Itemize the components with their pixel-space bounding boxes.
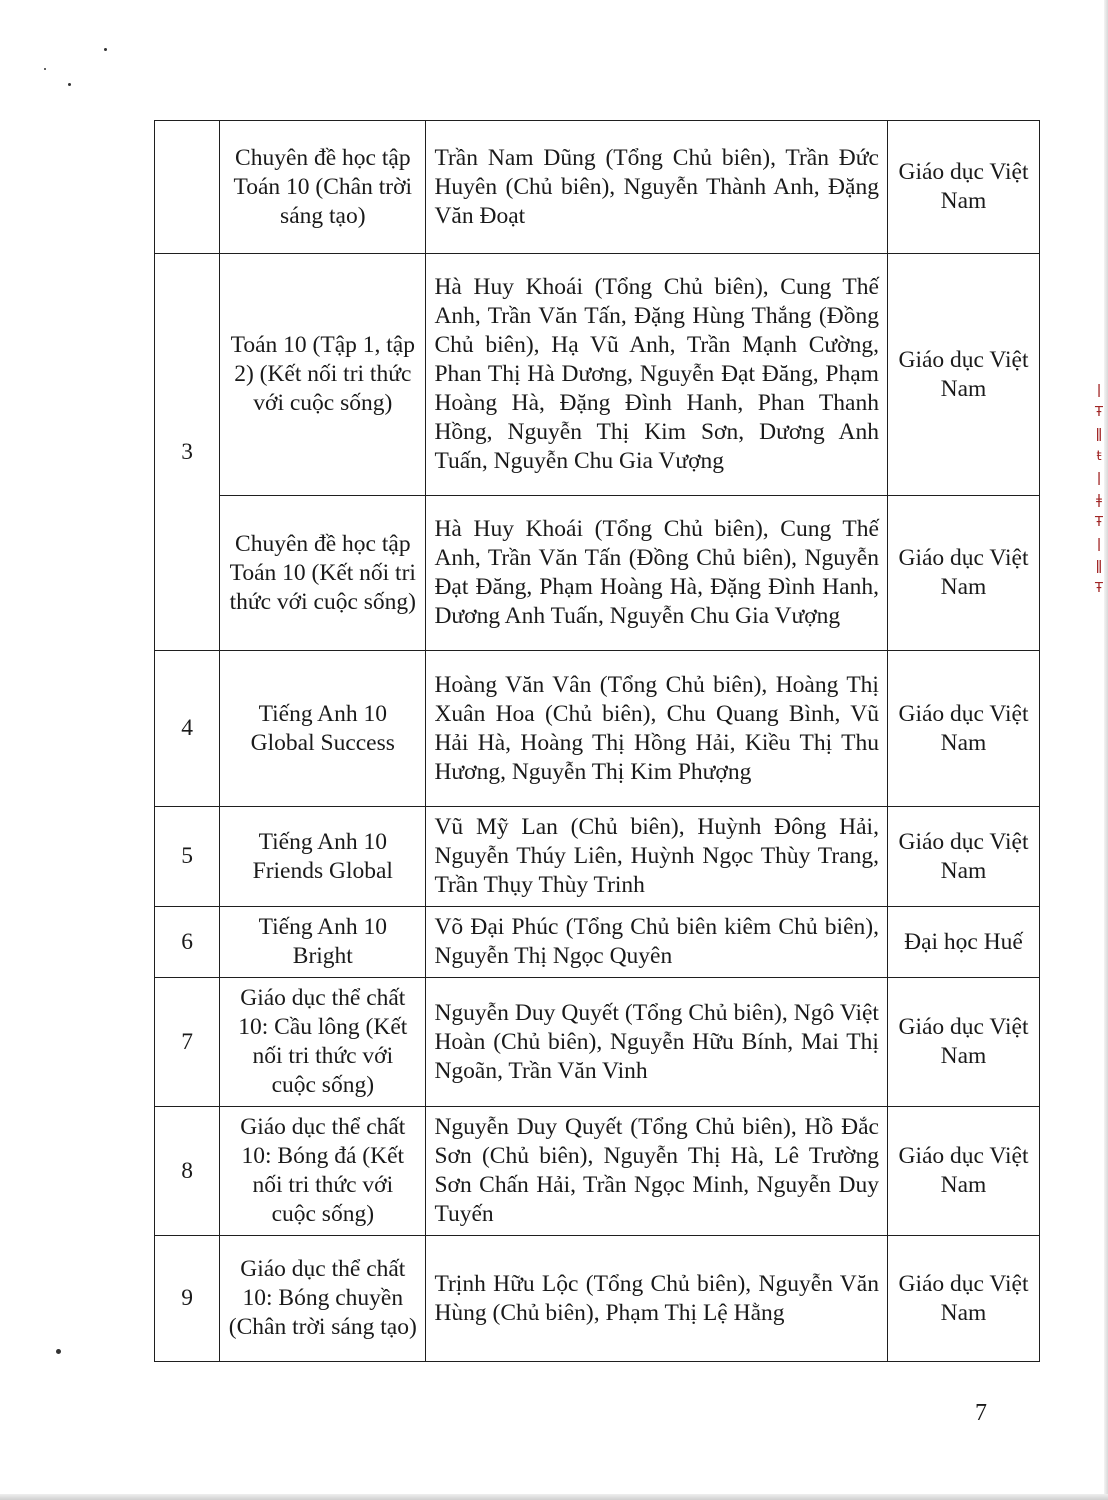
table-row xyxy=(155,1236,1040,1362)
book-title-cell: Tiếng Anh 10 Global Success xyxy=(220,651,426,807)
publisher-cell: Giáo dục Việt Nam xyxy=(887,1107,1039,1236)
row-number-cell xyxy=(155,121,220,254)
textbook-list-table xyxy=(154,120,1040,1362)
authors-cell: Trần Nam Dũng (Tổng Chủ biên), Trần Đức Huyên (Chủ biên), Nguyễn Thành Anh, Đặng Văn Đoạt xyxy=(426,121,888,254)
table-row xyxy=(155,651,1040,807)
row-number-cell: 3 xyxy=(155,254,220,651)
authors-cell: Hà Huy Khoái (Tổng Chủ biên), Cung Thế Anh, Trần Văn Tấn, Đặng Hùng Thắng (Đồng Chủ biên), Hạ Vũ Anh, Trần Mạnh Cường, Phan Thị Hà Dương, Nguyễn Đạt Đăng, Phạm Hoàng Hà, Đặng Đình Hanh, Phan Thanh Hồng, Nguyễn Thị Kim Sơn, Dương Anh Tuấn, Nguyễn Chu Gia Vượng xyxy=(426,254,888,496)
book-title-cell: Chuyên đề học tập Toán 10 (Kết nối tri thức với cuộc sống) xyxy=(220,496,426,651)
row-number-cell: 8 xyxy=(155,1107,220,1236)
book-title-cell: Giáo dục thể chất 10: Bóng chuyền (Chân trời sáng tạo) xyxy=(220,1236,426,1362)
authors-cell: Hoàng Văn Vân (Tổng Chủ biên), Hoàng Thị Xuân Hoa (Chủ biên), Chu Quang Bình, Vũ Hải Hà, Hoàng Thị Hồng Hải, Kiều Thị Thu Hương, Nguyễn Thị Kim Phượng xyxy=(426,651,888,807)
publisher-cell: Giáo dục Việt Nam xyxy=(887,254,1039,496)
row-number-cell: 6 xyxy=(155,907,220,978)
scan-speck xyxy=(44,68,46,70)
scan-speck xyxy=(68,83,71,86)
publisher-cell: Giáo dục Việt Nam xyxy=(887,807,1039,907)
row-number-cell: 9 xyxy=(155,1236,220,1362)
table-row xyxy=(155,254,1040,496)
book-title-cell: Tiếng Anh 10 Bright xyxy=(220,907,426,978)
book-title-cell: Toán 10 (Tập 1, tập 2) (Kết nối tri thức với cuộc sống) xyxy=(220,254,426,496)
page-bottom-edge xyxy=(0,1494,1108,1500)
row-number-cell: 5 xyxy=(155,807,220,907)
authors-cell: Nguyễn Duy Quyết (Tổng Chủ biên), Hồ Đắc Sơn (Chủ biên), Nguyễn Thị Hà, Lê Trường Sơn Chấn Hải, Trần Ngọc Minh, Nguyễn Duy Tuyến xyxy=(426,1107,888,1236)
authors-cell: Trịnh Hữu Lộc (Tổng Chủ biên), Nguyễn Văn Hùng (Chủ biên), Phạm Thị Lệ Hằng xyxy=(426,1236,888,1362)
page-edge xyxy=(1104,0,1108,1500)
authors-cell: Nguyễn Duy Quyết (Tổng Chủ biên), Ngô Việt Hoàn (Chủ biên), Nguyễn Hữu Bính, Mai Thị Ngoãn, Trần Văn Vinh xyxy=(426,978,888,1107)
stamp-mark: ǀ Ŧ ǁ ŧ ǀ ǂ Ŧ ǀ ǁ Ŧ xyxy=(1095,383,1103,596)
authors-cell: Hà Huy Khoái (Tổng Chủ biên), Cung Thế Anh, Trần Văn Tấn (Đồng Chủ biên), Nguyễn Đạt Đăng, Phạm Hoàng Hà, Đặng Đình Hanh, Dương Anh Tuấn, Nguyễn Chu Gia Vượng xyxy=(426,496,888,651)
authors-cell: Võ Đại Phúc (Tổng Chủ biên kiêm Chủ biên), Nguyễn Thị Ngọc Quyên xyxy=(426,907,888,978)
table-row xyxy=(155,978,1040,1107)
publisher-cell: Giáo dục Việt Nam xyxy=(887,978,1039,1107)
table-row xyxy=(155,807,1040,907)
book-title-cell: Tiếng Anh 10 Friends Global xyxy=(220,807,426,907)
table-row xyxy=(155,1107,1040,1236)
table-row xyxy=(155,121,1040,254)
publisher-cell: Giáo dục Việt Nam xyxy=(887,651,1039,807)
scan-speck xyxy=(104,48,107,51)
page-number: 7 xyxy=(975,1400,987,1426)
publisher-cell: Giáo dục Việt Nam xyxy=(887,121,1039,254)
book-title-cell: Chuyên đề học tập Toán 10 (Chân trời sáng tạo) xyxy=(220,121,426,254)
row-number-cell: 7 xyxy=(155,978,220,1107)
publisher-cell: Giáo dục Việt Nam xyxy=(887,496,1039,651)
book-title-cell: Giáo dục thể chất 10: Cầu lông (Kết nối tri thức với cuộc sống) xyxy=(220,978,426,1107)
book-title-cell: Giáo dục thể chất 10: Bóng đá (Kết nối tri thức với cuộc sống) xyxy=(220,1107,426,1236)
scan-speck xyxy=(56,1349,61,1354)
publisher-cell: Giáo dục Việt Nam xyxy=(887,1236,1039,1362)
publisher-cell: Đại học Huế xyxy=(887,907,1039,978)
table-row xyxy=(155,907,1040,978)
authors-cell: Vũ Mỹ Lan (Chủ biên), Huỳnh Đông Hải, Nguyễn Thúy Liên, Huỳnh Ngọc Thùy Trang, Trần Thụy Thùy Trinh xyxy=(426,807,888,907)
row-number-cell: 4 xyxy=(155,651,220,807)
table-row xyxy=(155,496,1040,651)
